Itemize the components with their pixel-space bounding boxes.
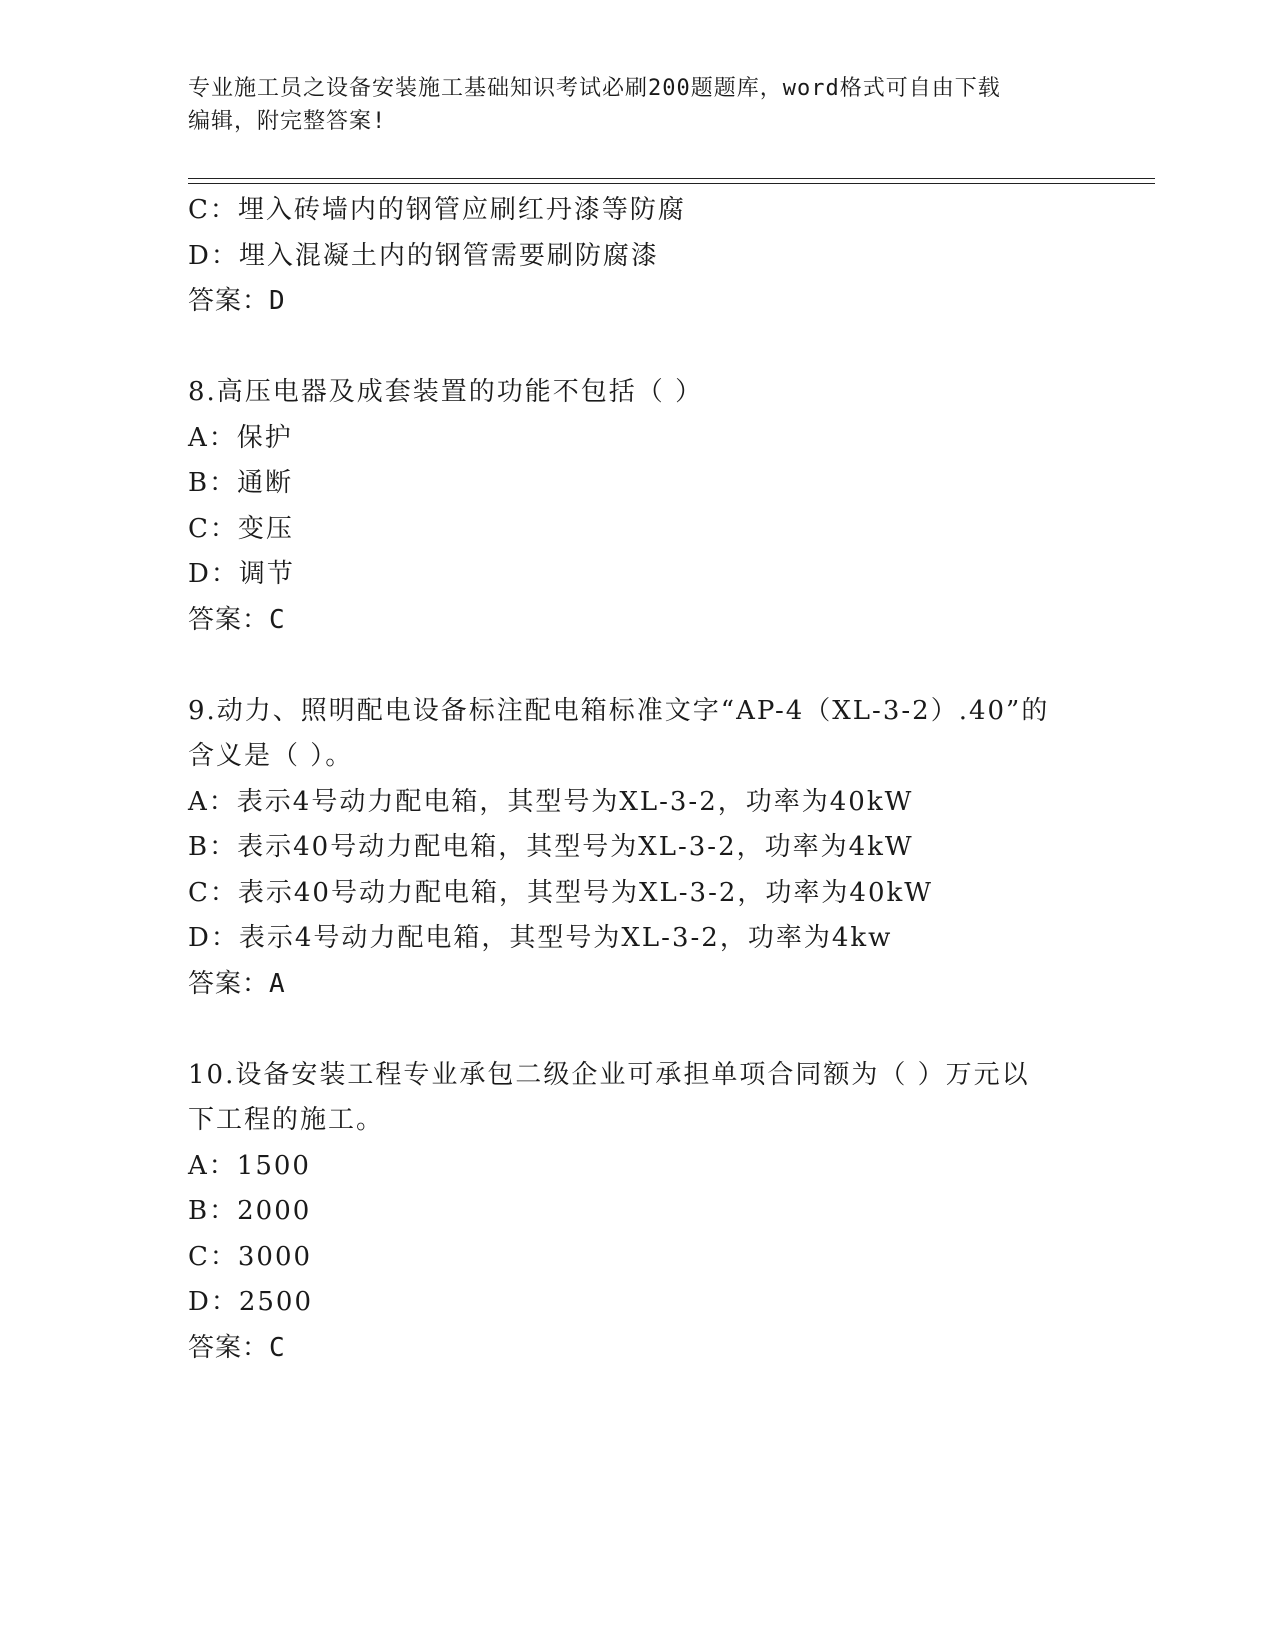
spacer (188, 325, 1088, 371)
option-c: C：埋入砖墙内的钢管应刷红丹漆等防腐 (188, 195, 686, 225)
header-title-line-1: 专业施工员之设备安装施工基础知识考试必刷200题题库，word格式可自由下载 (188, 76, 1001, 101)
question-9 (188, 689, 1088, 1008)
option-c: C：3000 (188, 1241, 313, 1272)
question-stem-line-1: 10.设备安装工程专业承包二级企业可承担单项合同额为（ ）万元以 (188, 1059, 1030, 1090)
question-stem-line-2: 下工程的施工。 (188, 1105, 385, 1135)
header-title-line-2: 编辑，附完整答案! (188, 109, 387, 134)
option-b: B：2000 (188, 1196, 312, 1226)
option-a: A：表示4号动力配电箱，其型号为XL-3-2，功率为40kW (188, 786, 914, 817)
question-stem-line-1: 9.动力、照明配电设备标注配电箱标准文字“AP-4（XL-3-2）.40”的 (188, 695, 1050, 726)
answer-line (188, 962, 1088, 1008)
question-8 (188, 370, 1088, 643)
header-divider-bottom (188, 183, 1155, 184)
spacer (188, 1007, 1088, 1053)
option-d: D：2500 (188, 1287, 314, 1317)
option-b: B：通断 (188, 468, 294, 498)
answer-line (188, 279, 1088, 325)
option-c: C：变压 (188, 513, 294, 544)
question-7-tail (188, 188, 1088, 325)
question-stem: 8.高压电器及成套装置的功能不包括（ ） (188, 377, 704, 407)
answer-label: 答案： (188, 286, 270, 316)
answer-value: C (269, 1332, 286, 1363)
question-list (188, 188, 1088, 1371)
question-10 (188, 1053, 1088, 1372)
question-stem-line-2: 含义是（ ）。 (188, 741, 354, 771)
option-c: C：表示40号动力配电箱，其型号为XL-3-2，功率为40kW (188, 877, 933, 908)
option-a: A：1500 (188, 1150, 311, 1181)
option-d: D：调节 (188, 559, 295, 589)
option-d: D：埋入混凝土内的钢管需要刷防腐漆 (188, 240, 659, 271)
answer-label: 答案： (188, 1332, 270, 1363)
answer-label: 答案： (188, 968, 270, 999)
option-d: D：表示4号动力配电箱，其型号为XL-3-2，功率为4kw (188, 923, 893, 953)
answer-value: C (269, 604, 286, 635)
option-a: A：保护 (188, 422, 293, 453)
document-header (188, 72, 1088, 138)
answer-value: A (269, 968, 286, 999)
option-b: B：表示40号动力配电箱，其型号为XL-3-2，功率为4kW (188, 832, 914, 862)
answer-label: 答案： (188, 604, 270, 635)
spacer (188, 643, 1088, 689)
header-divider-top (188, 178, 1155, 179)
answer-line (188, 598, 1088, 644)
answer-value: D (269, 286, 286, 316)
answer-line (188, 1326, 1088, 1372)
